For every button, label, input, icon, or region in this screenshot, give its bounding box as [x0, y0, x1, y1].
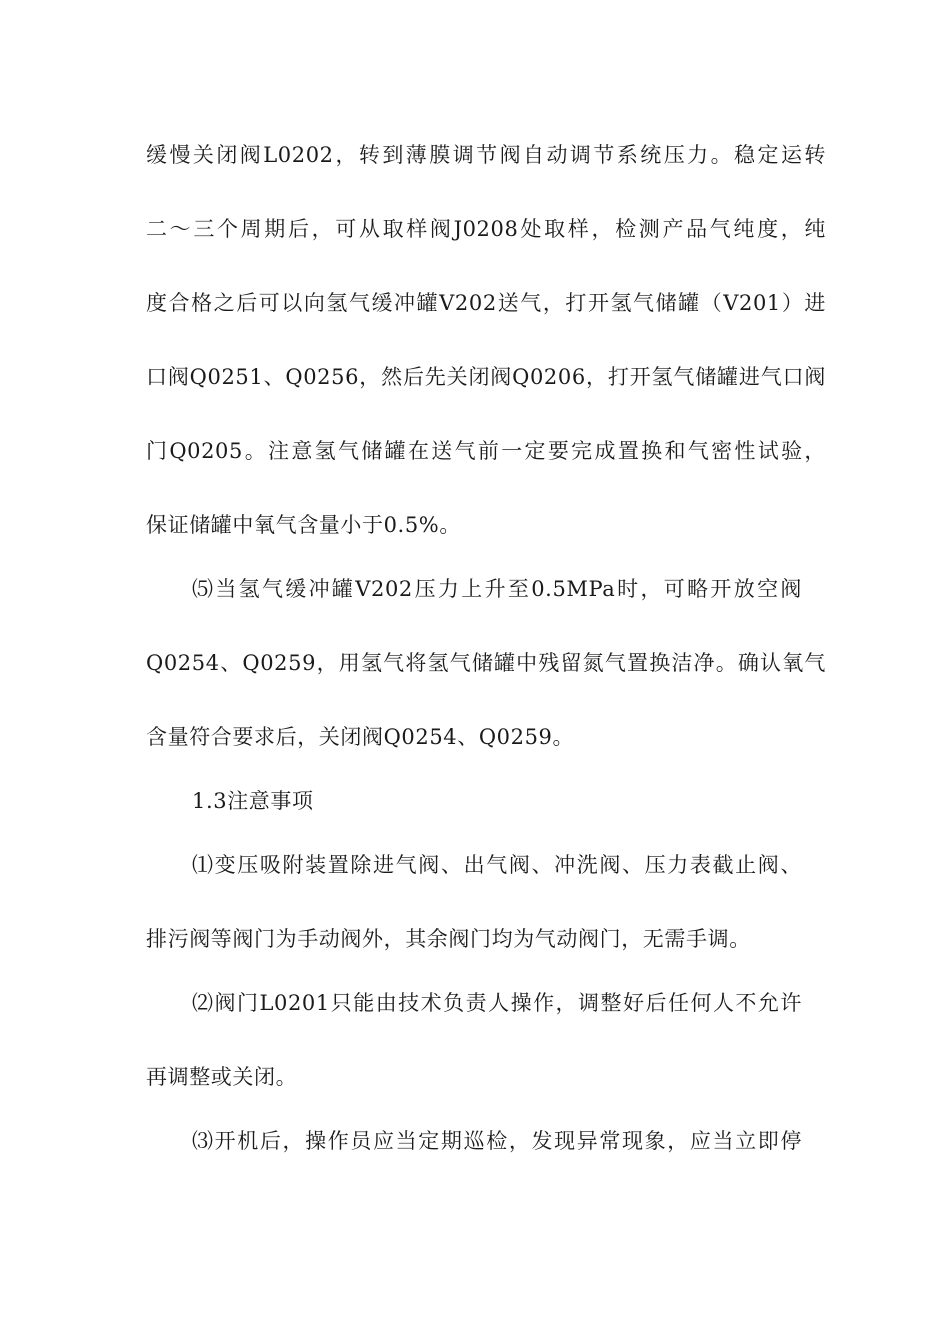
body-text-line: Q0254、Q0259，用氢气将氢气储罐中残留氮气置换洁净。确认氧气 — [146, 651, 826, 675]
body-text-line: 缓慢关闭阀L0202，转到薄膜调节阀自动调节系统压力。稳定运转 — [146, 143, 826, 167]
section-heading: 1.3注意事项 — [192, 789, 314, 813]
list-item-5: ⑸当氢气缓冲罐V202压力上升至0.5MPa时，可略开放空阀 — [192, 577, 802, 601]
list-item-1: ⑴变压吸附装置除进气阀、出气阀、冲洗阀、压力表截止阀、 — [192, 853, 802, 877]
body-text-line: 度合格之后可以向氢气缓冲罐V202送气，打开氢气储罐（V201）进 — [146, 291, 826, 315]
body-text-line: 门Q0205。注意氢气储罐在送气前一定要完成置换和气密性试验， — [146, 439, 826, 463]
body-text-line: 含量符合要求后，关闭阀Q0254、Q0259。 — [146, 725, 575, 749]
list-item-2: ⑵阀门L0201只能由技术负责人操作，调整好后任何人不允许 — [192, 991, 802, 1015]
body-text-line: 排污阀等阀门为手动阀外，其余阀门均为气动阀门，无需手调。 — [146, 927, 751, 951]
body-text-line: 保证储罐中氧气含量小于0.5%。 — [146, 513, 461, 537]
body-text-line: 二～三个周期后，可从取样阀J0208处取样，检测产品气纯度，纯 — [146, 217, 826, 241]
body-text-line: 再调整或关闭。 — [146, 1065, 298, 1089]
body-text-line: 口阀Q0251、Q0256，然后先关闭阀Q0206，打开氢气储罐进气口阀 — [146, 365, 826, 389]
list-item-3: ⑶开机后，操作员应当定期巡检，发现异常现象，应当立即停 — [192, 1129, 802, 1153]
